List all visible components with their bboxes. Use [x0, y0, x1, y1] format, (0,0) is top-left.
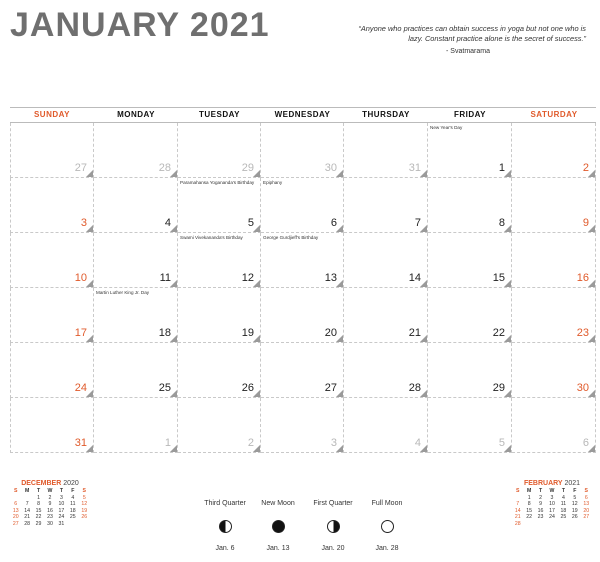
page-corner-icon	[420, 225, 427, 232]
day-number: 5	[498, 437, 505, 449]
mini-day: 21	[514, 514, 521, 521]
mini-day: 30	[47, 520, 53, 527]
mini-weekday: S	[13, 488, 18, 494]
page-corner-icon	[170, 335, 177, 342]
mini-day	[21, 495, 32, 502]
page-corner-icon	[336, 335, 343, 342]
day-number: 1	[498, 162, 505, 174]
mini-day: 4	[561, 494, 565, 501]
mini-day	[569, 521, 580, 528]
day-number: 25	[158, 382, 171, 394]
day-number: 27	[74, 162, 87, 174]
day-number: 16	[576, 272, 589, 284]
page-title: JANUARY 2021	[10, 6, 270, 44]
page-corner-icon	[253, 280, 260, 287]
day-number: 7	[414, 217, 421, 229]
day-cell[interactable]	[178, 123, 261, 178]
page-corner-icon	[336, 225, 343, 232]
mini-weekday: S	[584, 488, 588, 494]
day-number: 21	[408, 327, 421, 339]
moon-phases	[195, 500, 410, 562]
moon-phase-label: Third Quarter	[204, 500, 246, 507]
page-corner-icon	[588, 390, 595, 397]
page-corner-icon	[86, 390, 93, 397]
page-corner-icon	[170, 225, 177, 232]
mini-day: 19	[571, 507, 578, 514]
day-cell[interactable]	[94, 288, 178, 343]
mini-weekday: M	[526, 488, 532, 494]
day-number: 3	[80, 217, 87, 229]
day-cell[interactable]	[512, 233, 596, 288]
page-corner-icon	[86, 335, 93, 342]
mini-calendar-december	[10, 480, 90, 528]
day-number: 30	[576, 382, 589, 394]
holiday-label: George Gurdjieff's Birthday	[263, 235, 319, 240]
day-cell[interactable]	[178, 343, 261, 398]
day-number: 2	[247, 437, 254, 449]
mini-day	[523, 521, 534, 528]
first-quarter-moon-icon	[327, 520, 340, 533]
day-number: 11	[159, 272, 171, 284]
mini-day	[535, 521, 546, 528]
page-corner-icon	[420, 390, 427, 397]
mini-day: 28	[514, 520, 521, 527]
day-number: 29	[492, 382, 505, 394]
weekday-header-row	[10, 108, 596, 123]
mini-day: 11	[70, 501, 76, 508]
holiday-label: Swami Vivekananda's Birthday	[180, 235, 243, 240]
moon-phase-label: First Quarter	[313, 500, 353, 507]
calendar-grid	[10, 107, 596, 453]
mini-calendar-february	[512, 480, 592, 528]
day-cell[interactable]	[94, 178, 178, 233]
day-cell[interactable]	[94, 343, 178, 398]
mini-weekday: W	[549, 488, 555, 494]
mini-day: 4	[71, 494, 75, 501]
calendar-weeks	[10, 123, 596, 453]
page-corner-icon	[504, 390, 511, 397]
day-number: 30	[324, 162, 337, 174]
day-cell[interactable]	[10, 288, 94, 343]
page-corner-icon	[253, 445, 260, 452]
day-cell[interactable]	[178, 288, 261, 343]
weekday-header-thursday: THURSDAY	[362, 110, 410, 119]
page-corner-icon	[588, 335, 595, 342]
day-cell[interactable]	[94, 233, 178, 288]
day-number: 17	[74, 327, 87, 339]
day-cell[interactable]	[261, 178, 344, 233]
mini-weekday: F	[573, 488, 577, 494]
mini-day: 20	[12, 514, 19, 521]
weekday-header-monday: MONDAY	[117, 110, 155, 119]
mini-day: 27	[583, 514, 590, 521]
day-cell[interactable]	[10, 233, 94, 288]
day-cell[interactable]	[512, 123, 596, 178]
page-corner-icon	[170, 170, 177, 177]
mini-day: 9	[48, 501, 52, 508]
holiday-label: Martin Luther King Jr. Day	[96, 290, 150, 295]
mini-weekday: T	[561, 488, 565, 494]
day-cell[interactable]	[344, 398, 428, 453]
mini-day: 15	[35, 507, 42, 514]
mini-day	[79, 521, 90, 528]
page-corner-icon	[420, 170, 427, 177]
day-cell[interactable]	[428, 288, 512, 343]
mini-month: FEBRUARY	[523, 480, 563, 487]
page-corner-icon	[420, 335, 427, 342]
mini-day: 25	[69, 514, 76, 521]
page-corner-icon	[253, 390, 260, 397]
mini-day: 8	[527, 501, 531, 508]
day-number: 27	[324, 382, 337, 394]
moon-phase-3	[303, 500, 363, 552]
mini-day	[512, 495, 523, 502]
mini-day: 13	[583, 501, 590, 508]
day-cell[interactable]	[512, 178, 596, 233]
mini-day: 5	[573, 494, 577, 501]
moon-phase-2	[248, 500, 308, 552]
mini-day	[546, 521, 557, 528]
holiday-label: Epiphany	[263, 180, 283, 185]
mini-day: 1	[37, 494, 40, 501]
mini-day: 3	[550, 494, 554, 501]
weekday-header-sunday: SUNDAY	[33, 110, 71, 119]
day-cell[interactable]	[344, 233, 428, 288]
mini-day: 26	[571, 514, 578, 521]
mini-day: 3	[59, 494, 63, 501]
weekday-header-friday: FRIDAY	[453, 110, 487, 119]
day-cell[interactable]	[10, 398, 94, 453]
day-cell[interactable]	[10, 123, 94, 178]
mini-day: 7	[25, 501, 29, 508]
page-corner-icon	[504, 280, 511, 287]
mini-weekday: T	[538, 488, 543, 494]
mini-day: 10	[58, 501, 65, 508]
moon-phase-date: Jan. 28	[375, 545, 399, 552]
page-corner-icon	[336, 390, 343, 397]
mini-day	[558, 521, 569, 528]
day-cell[interactable]	[428, 123, 512, 178]
day-number: 20	[324, 327, 337, 339]
mini-day: 27	[12, 520, 19, 527]
mini-day: 13	[12, 507, 19, 514]
mini-day: 17	[549, 507, 555, 514]
page-corner-icon	[588, 445, 595, 452]
day-number: 13	[324, 272, 337, 284]
day-number: 8	[498, 217, 505, 229]
full-moon-icon	[381, 520, 394, 533]
page-corner-icon	[504, 445, 511, 452]
mini-day: 9	[539, 501, 542, 508]
day-cell[interactable]	[94, 398, 178, 453]
day-number: 2	[582, 162, 589, 174]
day-number: 18	[158, 327, 171, 339]
day-cell[interactable]	[261, 233, 344, 288]
day-number: 12	[241, 272, 254, 284]
day-cell[interactable]	[512, 398, 596, 453]
day-number: 28	[158, 162, 171, 174]
mini-day: 26	[81, 514, 88, 521]
mini-day: 29	[35, 520, 42, 527]
mini-day: 28	[24, 520, 31, 527]
page-corner-icon	[336, 280, 343, 287]
mini-day: 2	[48, 494, 52, 501]
day-number: 31	[74, 437, 87, 449]
page-corner-icon	[253, 335, 260, 342]
mini-day: 1	[527, 494, 531, 501]
day-cell[interactable]	[261, 288, 344, 343]
day-cell[interactable]	[261, 398, 344, 453]
page-corner-icon	[420, 280, 427, 287]
moon-phase-date: Jan. 6	[215, 545, 235, 552]
page-corner-icon	[170, 390, 177, 397]
day-number: 6	[582, 437, 589, 449]
mini-day: 23	[47, 514, 53, 521]
day-cell[interactable]	[261, 123, 344, 178]
page-corner-icon	[253, 225, 260, 232]
day-cell[interactable]	[428, 178, 512, 233]
new-moon-icon	[272, 520, 285, 533]
day-number: 23	[576, 327, 589, 339]
mini-day: 11	[560, 501, 567, 508]
mini-day: 6	[584, 494, 588, 501]
page-corner-icon	[504, 170, 511, 177]
page-corner-icon	[253, 170, 260, 177]
day-number: 15	[492, 272, 505, 284]
day-cell[interactable]	[344, 178, 428, 233]
day-number: 4	[414, 437, 421, 449]
mini-day: 25	[560, 514, 567, 521]
quote-text: “Anyone who practices can obtain success in yoga but not one who is lazy. Constant practice alone is the secret of success.”	[358, 24, 586, 43]
moon-phase-label: New Moon	[261, 500, 295, 507]
mini-day: 7	[516, 501, 520, 508]
day-number: 5	[247, 217, 254, 229]
page-corner-icon	[86, 170, 93, 177]
mini-day: 12	[81, 501, 88, 508]
mini-day: 14	[24, 507, 31, 514]
day-number: 28	[408, 382, 421, 394]
mini-day: 5	[82, 494, 86, 501]
mini-weekday: F	[71, 488, 75, 494]
mini-day: 10	[549, 501, 555, 508]
day-number: 29	[241, 162, 254, 174]
holiday-label: New Year's Day	[430, 125, 463, 130]
page-corner-icon	[588, 225, 595, 232]
moon-phase-date: Jan. 13	[266, 545, 290, 552]
moon-phase-label: Full Moon	[371, 500, 403, 507]
page-corner-icon	[170, 445, 177, 452]
mini-calendar-table	[512, 488, 592, 528]
page-corner-icon	[336, 170, 343, 177]
mini-weekday: M	[24, 488, 30, 494]
mini-day: 31	[58, 520, 65, 527]
day-cell[interactable]	[428, 398, 512, 453]
mini-day: 2	[539, 494, 542, 501]
day-number: 4	[164, 217, 171, 229]
page-corner-icon	[336, 445, 343, 452]
mini-weekday: T	[59, 488, 63, 494]
mini-day: 18	[69, 507, 76, 514]
page-corner-icon	[86, 225, 93, 232]
mini-day: 16	[537, 507, 544, 514]
day-cell[interactable]	[344, 123, 428, 178]
page-corner-icon	[504, 225, 511, 232]
mini-calendar-title	[10, 480, 90, 487]
day-number: 3	[330, 437, 337, 449]
page-corner-icon	[588, 170, 595, 177]
day-number: 1	[164, 437, 171, 449]
day-number: 22	[492, 327, 505, 339]
mini-weekday: W	[47, 488, 53, 494]
day-cell[interactable]	[428, 233, 512, 288]
page-corner-icon	[420, 445, 427, 452]
mini-day: 14	[514, 507, 521, 514]
mini-weekday: T	[36, 488, 41, 494]
day-cell[interactable]	[178, 233, 261, 288]
mini-day: 24	[549, 514, 555, 521]
mini-day: 18	[560, 507, 567, 514]
mini-day: 20	[583, 507, 590, 514]
mini-day: 22	[35, 514, 42, 521]
mini-day	[10, 495, 21, 502]
mini-day: 8	[37, 501, 40, 508]
holiday-label: Paramahansa Yogananda's Birthday	[180, 180, 255, 185]
page-corner-icon	[170, 280, 177, 287]
day-cell[interactable]	[512, 343, 596, 398]
moon-phase-1	[195, 500, 255, 552]
mini-calendar-table	[10, 488, 90, 528]
weekday-header-tuesday: TUESDAY	[199, 110, 240, 119]
mini-weekday: S	[515, 488, 520, 494]
weekday-header-saturday: SATURDAY	[530, 110, 578, 119]
mini-day: 17	[58, 507, 65, 514]
mini-month: DECEMBER	[21, 480, 62, 487]
quote-author: - Svatmarama	[446, 48, 490, 55]
mini-day: 21	[24, 514, 31, 521]
day-cell[interactable]	[10, 343, 94, 398]
day-cell[interactable]	[428, 343, 512, 398]
day-cell[interactable]	[261, 343, 344, 398]
mini-day	[67, 521, 78, 528]
day-cell[interactable]	[178, 398, 261, 453]
page-corner-icon	[588, 280, 595, 287]
day-cell[interactable]	[344, 343, 428, 398]
day-number: 19	[241, 327, 254, 339]
mini-year: 2020	[63, 480, 79, 487]
moon-phase-4	[357, 500, 417, 552]
mini-calendar-title	[512, 480, 592, 487]
mini-day: 6	[14, 501, 18, 508]
page-corner-icon	[86, 445, 93, 452]
weekday-header-wednesday: WEDNESDAY	[274, 110, 331, 119]
mini-day: 16	[47, 507, 53, 514]
page-corner-icon	[86, 280, 93, 287]
page-corner-icon	[504, 335, 511, 342]
third-quarter-moon-icon	[219, 520, 232, 533]
mini-day: 12	[571, 501, 578, 508]
day-number: 26	[241, 382, 254, 394]
mini-day: 23	[537, 514, 544, 521]
day-number: 6	[330, 217, 337, 229]
day-cell[interactable]	[178, 178, 261, 233]
day-number: 10	[74, 272, 87, 284]
day-cell[interactable]	[94, 123, 178, 178]
day-number: 31	[408, 162, 421, 174]
mini-day: 24	[58, 514, 65, 521]
mini-day: 15	[526, 507, 533, 514]
moon-phase-date: Jan. 20	[321, 545, 345, 552]
mini-day: 19	[81, 507, 88, 514]
mini-day: 22	[526, 514, 533, 521]
mini-day	[581, 521, 592, 528]
day-cell[interactable]	[512, 288, 596, 343]
day-cell[interactable]	[344, 288, 428, 343]
mini-year: 2021	[564, 480, 581, 487]
day-number: 9	[582, 217, 589, 229]
mini-weekday: S	[82, 488, 86, 494]
day-cell[interactable]	[10, 178, 94, 233]
day-number: 24	[74, 382, 87, 394]
day-number: 14	[408, 272, 421, 284]
